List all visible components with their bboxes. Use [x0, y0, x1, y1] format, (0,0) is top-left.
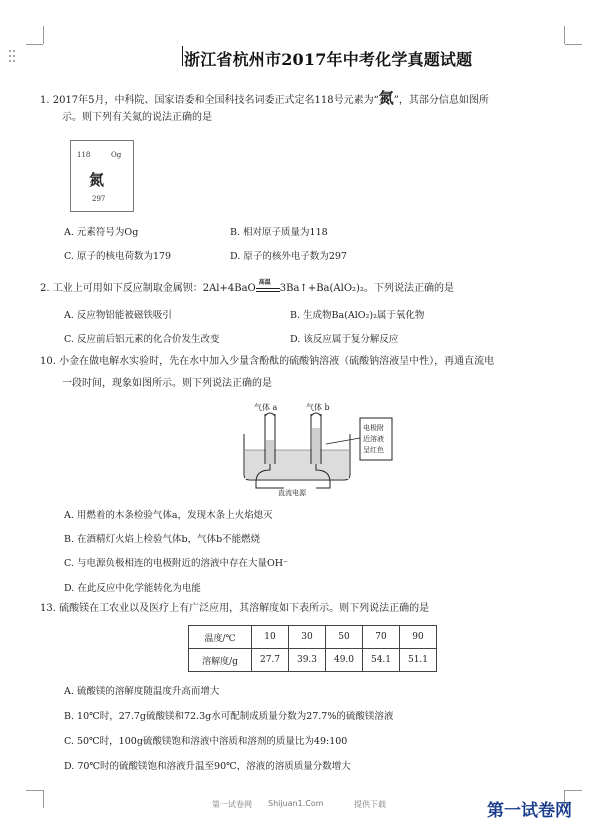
table-cell: 50: [326, 626, 363, 649]
table-cell: 10: [252, 626, 289, 649]
table-row: [189, 649, 437, 672]
title-cursor: [182, 46, 183, 66]
crop-mark-bottom-left-v: [43, 790, 44, 808]
crop-mark-top-right-h: [565, 44, 582, 45]
solution: [245, 450, 349, 479]
q1-line1: [40, 90, 489, 109]
crop-mark-top-right-v: [564, 26, 565, 44]
tube-b-top: [311, 413, 321, 416]
tube-a-top: [265, 413, 275, 416]
tube-a-liquid: [266, 440, 274, 464]
note-line-3: 呈红色: [363, 446, 384, 454]
q13-option-c: C. 50℃时，100g硫酸镁饱和溶液中溶质和溶剂的质量比为49:100: [64, 736, 348, 747]
q1-text-end: ”，其部分信息如图所: [393, 95, 489, 106]
q2-text-pre: 2. 工业上可用如下反应制取金属钡：2Al+4BaO: [40, 283, 256, 294]
solubility-table: [188, 625, 437, 672]
footer-link[interactable]: Shijuan1.Com: [268, 799, 324, 808]
q13-option-d: D. 70℃时的硫酸镁饱和溶液升温至90℃，溶液的溶质质量分数增大: [64, 761, 351, 772]
q1-option-b: B. 相对原子质量为118: [230, 227, 328, 238]
gas-b-label: 气体 b: [306, 403, 330, 412]
table-cell: 54.1: [363, 649, 400, 672]
table-cell: 51.1: [400, 649, 437, 672]
crop-mark-bottom-left-h: [26, 790, 43, 791]
q1-text-start: 1. 2017年5月，中科院、国家语委和全国科技名词委正式定名118号元素为“: [40, 95, 379, 106]
q2-option-c: C. 反应前后铝元素的化合价发生改变: [64, 334, 220, 345]
table-cell: 30: [289, 626, 326, 649]
table-cell: 温度/℃: [189, 626, 252, 649]
element-symbol: Og: [111, 151, 122, 159]
q13-line1: 13. 硫酸镁在工农业以及医疗上有广泛应用，其溶解度如下表所示。则下列说法正确的是: [40, 603, 430, 614]
q2-line1: [40, 278, 454, 297]
footer-right: 提供下载: [354, 800, 386, 809]
tube-b-liquid: [312, 428, 320, 464]
q1-element-char: 氮: [378, 89, 394, 107]
table-cell: 39.3: [289, 649, 326, 672]
q2-text-post: 3Ba↑+Ba(AlO₂)₂。下列说法正确的是: [279, 283, 454, 294]
page-title: 浙江省杭州市2017年中考化学真题试题: [184, 50, 473, 69]
q10-option-a: A. 用燃着的木条检验气体a，发现木条上火焰熄灭: [64, 510, 273, 521]
q2-equals-line-2: [256, 291, 280, 292]
note-line-1: 电极附: [363, 424, 384, 432]
note-pointer: [326, 438, 360, 444]
table-cell: 90: [400, 626, 437, 649]
q2-option-b: B. 生成物Ba(AlO₂)₂属于氧化物: [290, 310, 425, 321]
q10-option-c: C. 与电源负极相连的电极附近的溶液中存在大量OH⁻: [64, 558, 289, 569]
drag-handle-icon[interactable]: [9, 50, 17, 62]
table-cell: 70: [363, 626, 400, 649]
table-cell: 49.0: [326, 649, 363, 672]
q13-option-a: A. 硫酸镁的溶解度随温度升高而增大: [64, 686, 220, 697]
q1-option-a: A. 元素符号为Og: [64, 227, 139, 238]
q10-option-b: B. 在酒精灯火焰上检验气体b，气体b不能燃烧: [64, 534, 261, 545]
table-cell: 溶解度/g: [189, 649, 252, 672]
q2-reaction-arrow: [256, 278, 280, 294]
electrolysis-diagram: [236, 400, 396, 496]
q1-option-d: D. 原子的核外电子数为297: [230, 251, 347, 262]
q10-option-d: D. 在此反应中化学能转化为电能: [64, 583, 201, 594]
q2-equals-line-1: [256, 288, 280, 289]
note-line-2: 近溶液: [363, 435, 384, 443]
q10-line2: 一段时间，现象如图所示。则下列说法正确的是: [62, 378, 272, 389]
element-name: 氮: [89, 171, 105, 189]
element-number: 118: [77, 151, 91, 159]
element-card: [70, 140, 134, 212]
q1-option-c: C. 原子的核电荷数为179: [64, 251, 172, 262]
crop-mark-top-left-h: [26, 44, 43, 45]
element-mass: 297: [92, 195, 106, 203]
q13-option-b: B. 10℃时，27.7g硫酸镁和72.3g水可配制成质量分数为27.7%的硫酸镁溶液: [64, 711, 394, 722]
table-cell: 27.7: [252, 649, 289, 672]
table-row: [189, 626, 437, 649]
q10-line1: 10. 小金在做电解水实验时，先在水中加入少量含酚酞的硫酸钠溶液（硫酸钠溶液呈中性），再通直流电: [40, 356, 495, 367]
crop-mark-bottom-right-h: [565, 790, 582, 791]
brand-watermark: 第一试卷网: [487, 801, 572, 821]
footer-left: 第一试卷网: [212, 800, 252, 809]
gas-a-label: 气体 a: [254, 403, 278, 412]
crop-mark-top-left-v: [43, 26, 44, 44]
q2-option-a: A. 反应物铝能被磁铁吸引: [64, 310, 172, 321]
q2-condition: 高温: [258, 278, 271, 286]
power-label: 直流电源: [278, 489, 306, 496]
q1-line2: 示。则下列有关氮的说法正确的是: [62, 112, 212, 123]
q2-option-d: D. 该反应属于复分解反应: [290, 334, 399, 345]
